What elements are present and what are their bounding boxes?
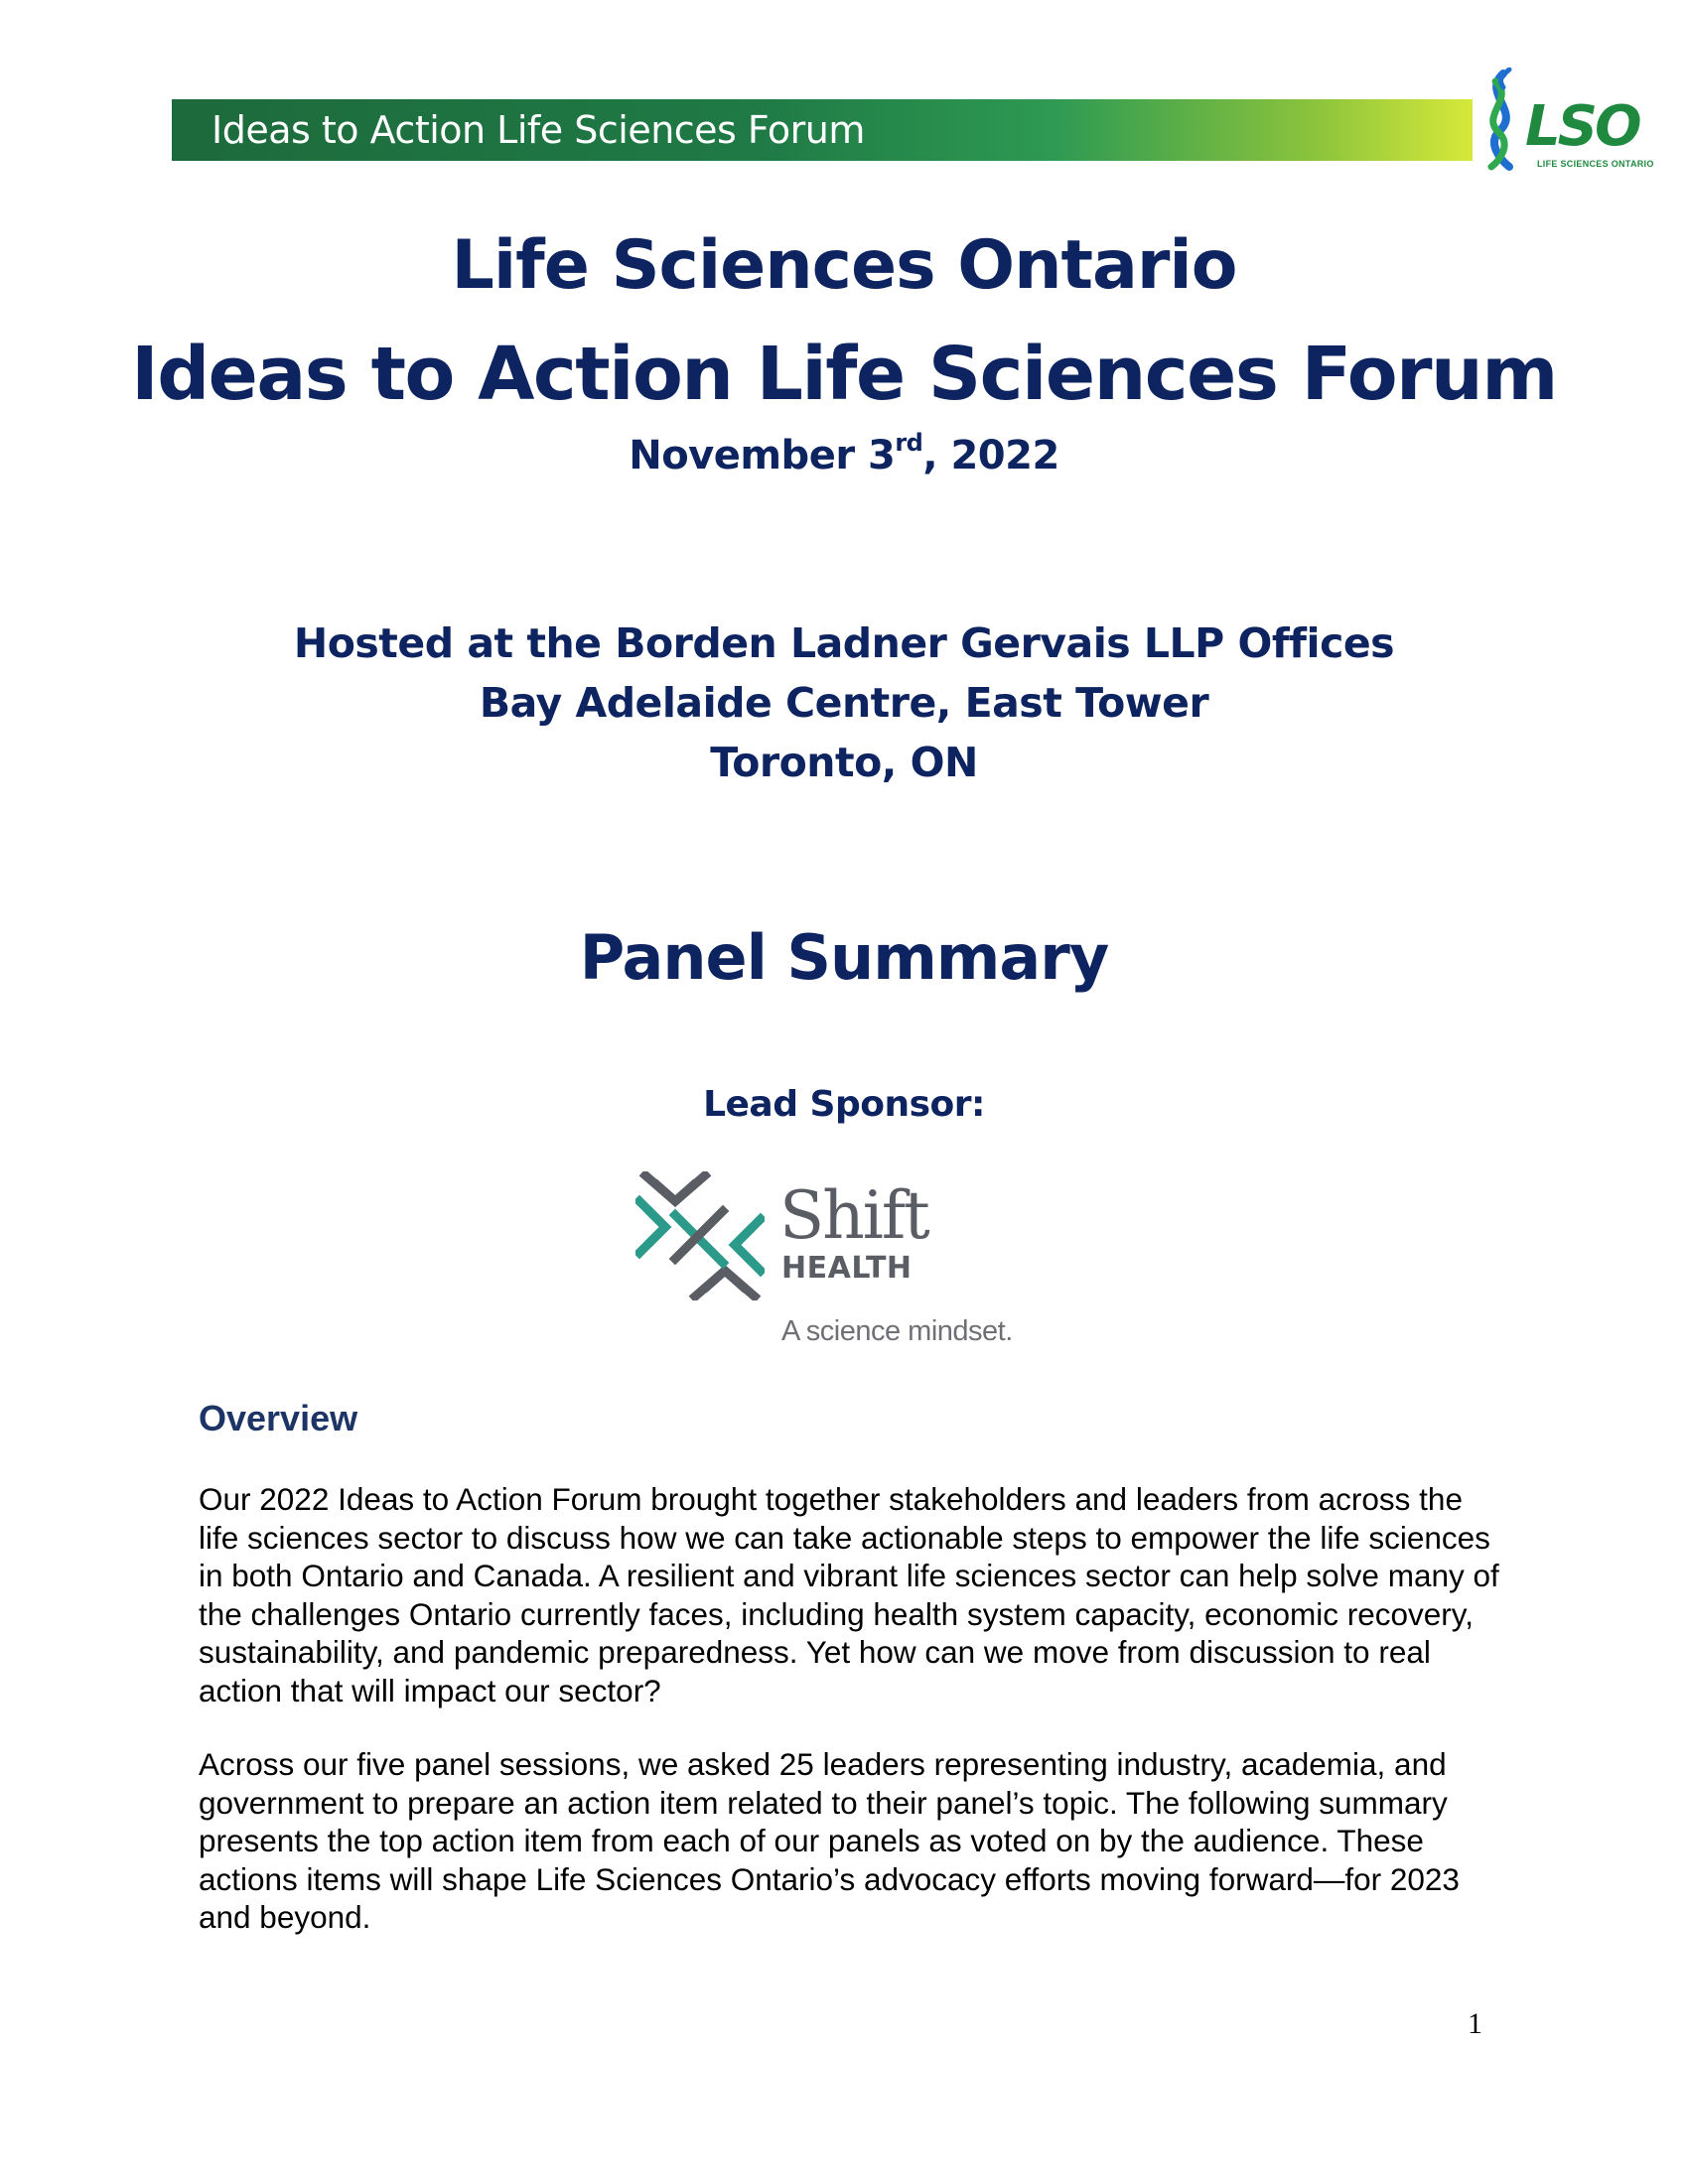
overview-paragraph-1: Our 2022 Ideas to Action Forum brought together stakeholders and leaders from across the life sciences sector to discuss how we can take actionable steps to empower the life sciences in both Ontario and Canada. A resilient and vibrant life sciences sector can help solve many of the challenges Ontario currently faces, including health system capacity, economic recovery, sustainability, and pandemic preparedness. Yet how can we move from discussion to real action that will impact our sector? [199,1481,1499,1708]
event-date [0,429,1688,478]
venue-building: Bay Adelaide Centre, East Tower [479,679,1209,727]
sponsor-name: Shift [779,1177,928,1254]
banner-title: Ideas to Action Life Sciences Forum [211,108,865,152]
lso-logo-subtitle: LIFE SCIENCES ONTARIO [1537,159,1654,169]
header-banner [172,99,1473,161]
lso-logo-text: LSO [1525,94,1639,159]
sponsor-name-sub: HEALTH [781,1251,913,1286]
venue-city: Toronto, ON [710,739,978,786]
event-date-ordinal: rd [895,429,923,457]
page-number: 1 [1468,2007,1482,2040]
overview-paragraph-2: Across our five panel sessions, we asked 25 leaders representing industry, academia, and government to prepare an action item related to their panel’s topic. The following summary presents the top action item from each of our panels as voted on by the audience. These actions items will shape Life Sciences Ontario’s advocacy efforts moving forward—for 2023 and beyond. [199,1746,1460,1935]
event-date-year: , 2022 [922,433,1059,478]
venue-host: Hosted at the Borden Ladner Gervais LLP Offices [293,619,1395,667]
shift-health-logo-icon [635,1171,765,1300]
section-title: Panel Summary [579,921,1109,994]
sponsor-label: Lead Sponsor: [703,1084,985,1125]
venue-block [0,614,1688,792]
event-date-month-day: November 3 [629,433,896,478]
document-subtitle: Ideas to Action Life Sciences Forum [131,332,1557,417]
sponsor-tagline: A science mindset. [781,1315,1013,1347]
overview-heading: Overview [199,1398,358,1438]
dna-helix-icon [1491,69,1509,167]
document-title: Life Sciences Ontario [451,226,1237,305]
